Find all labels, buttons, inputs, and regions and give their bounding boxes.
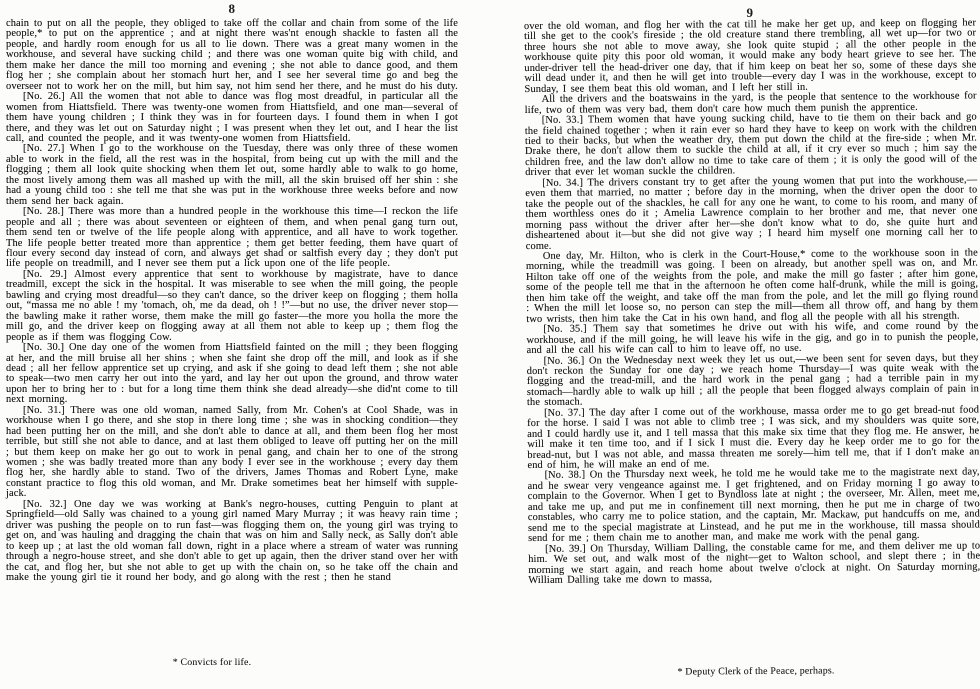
paragraph: chain to put on all the people, they obliged to take off the collar and chain from some of the life people,* to put on the apprentice ; and at night there was'nt enough shackle to fasten all the people, and hardly room enough for us all to lie down. There was a great many women in the workhouse, and several have sucking child ; and there was one woman quite big with child, and them make her dance the mill too morning and evening ; she not able to dance good, and them flog her ; she complain about her stomach hurt her, and I see her several time go and beg the overseer not to work her on the mill, but him say, not him send her there, and he must do his duty. xyxy=(6,18,458,92)
paragraph: [No. 36.] On the Wednesday next week they let us out,—we been sent for seven days, but they don't reckon the Sunday for one day ; we reach home Thursday—I was quite weak with the flogging and the tread-mill, and the hard work in the penal gang ; had a terrible pain in my stomach—hardly able to walk up hill ; all the people that been flogged always complain of pain in the stomach. xyxy=(526,351,979,409)
paragraph: over the old woman, and flog her with the cat till he make her get up, and keep on flogging her till she get to the cook's fireside ; the old creature stand there trembling, all wet up—for two or three hours she not able to move away, she look quite stupid ; all the other people in the workhouse quite pity this poor old woman, it would make any body heart grieve to see her. The under-driver tell the head-driver one day, that if him keep on beat her so, some of these days she will dead under it, and then he will get into trouble—every day I was in the workhouse, except to Sunday, I see them beat this old woman, and I left her still in. xyxy=(523,17,977,95)
page-left-text-column xyxy=(6,19,458,583)
page-right-text-column xyxy=(524,18,980,586)
paragraph: [No. 39.] On Thursday, William Dalling, the constable came for me, and them deliver me up to him. We set out, and walk most of the night—get to Walton school, and slept there ; in the morning we start again, and reach home about twelve o'clock at night. On Saturday morning, William Dalling take me down to massa, xyxy=(528,540,980,586)
page-number-right: 9 xyxy=(746,5,754,20)
paragraph: All the drivers and the boatswains in the yard, is the people that sentence to the workhouse for life, two of them was very bad, them don't care how much them punish the apprentice. xyxy=(524,90,977,116)
paragraph: [No. 30.] One day one of the women from Hiattsfield fainted on the mill ; they been flogging at her, and the mill bruise all her shins ; when she faint she drop off the mill, and look as if she dead ; all her fellow apprentice set up crying, and ask if she going to dead left them ; she not able to speak—two men carry her out into the yard, and lay her out upon the ground, and throw water upon her to bring her to : but for a long time them think she dead already—she did'nt come to till next morning. xyxy=(6,342,458,406)
footnote-left: * Convicts for life. xyxy=(172,657,252,668)
paragraph: [No. 37.] The day after I come out of the workhouse, massa order me to go get bread-nut food for the horse. I said I was not able to climb tree ; I was sick, and my shoulders was quite sore, and I could hardly use it, and I tell massa that this make six time that they flog me. He answer, he will make it ten time too, and if I sick I must die. Every day he keep order me to go for the bread-nut, but I was not able, and massa threaten me sorely—him tell me, that if I don't make an end of him, he will make an end of me. xyxy=(527,404,980,472)
paragraph: One day, Mr. Hilton, who is clerk in the Court-House,* come to the workhouse soon in the morning, while the treadmill was going. I been on already, but another spell was on, and Mr. Hilton take off one of the weights from the pole, and make the mill go faster ; after him gone, some of the people tell me that in the afternoon he often come half-drunk, while the mill is going, then him take off the weight, and take off the man from the pole, and let the mill go flying round : When the mill let loose so, no person can step the mill—them all throw off, and hang by them two wrists, then him take the Cat in his own hand, and flog all the people with all his strength. xyxy=(525,247,979,325)
page-number-left: 8 xyxy=(228,1,236,16)
paragraph: [No. 38.] On the Thursday next week, he told me he would take me to the magistrate next day, and he swear very vengeance against me. I get frightened, and on Friday morning I go away to complain to the Governor. When I get to Byndloss late at night ; the overseer, Mr. Allen, meet me, and take me up, and put me in confinement till next morning, then he put me in charge of two constables, who carry me to police station, and the captain, Mr. Mackaw, put handcuffs on me, and send me to the special magistrate at Linstead, and he put me in the workhouse, till massa should send for me ; them chain me to another man, and make me work with the penal gang. xyxy=(527,466,980,545)
footnote-right: * Deputy Clerk of the Peace, perhaps. xyxy=(677,665,835,678)
paragraph: [No. 31.] There was one old woman, named Sally, from Mr. Cohen's at Cool Shade, was in workhouse when I go there, and she stop in there long time ; she was in shocking condition—they had been putting her on the mill, and she don't able to dance at all, and them been flog her most terrible, but still she not able to dance, and at last them obliged to leave off putting her on the mill ; but them keep on make her go out to work in penal gang, and chain her to one of the strong women ; she was badly treated more than any body I ever see in the workhouse ; every day them flog her, she hardly able to stand. Two of the drivers, James Thomas and Robert Lyne, make constant practice to flog this old woman, and Mr. Drake sometimes beat her himself with supple-jack. xyxy=(6,404,458,500)
paragraph: [No. 32.] One day we was working at Bank's negro-houses, cutting Penguin to plant at Springfield—old Sally was chained to a young girl named Mary Murray ; it was heavy rain time ; driver was pushing the people on to run fast—was flogging them on, the young girl was trying to get on, and was hauling and dragging the chain that was on him and Sally neck, as Sally don't able to keep up ; at last the old woman fall down, right in a place where a stream of water was running through a negro-house street, and she don't able to get up again, then the driver stand over her with the cat, and flog her, but she not able to get up with the chain on, so he take off the chain and make the young girl tie it round her body, and go along with the rest ; then he stand xyxy=(6,498,458,584)
paragraph: [No. 33.] Them women that have young sucking child, have to tie them on their back and go the field chained together ; when it rain ever so hard they have to keep on work with the children tied to their backs, but when the weather dry, them put down the child at the fire-side ; when Mr. Drake there, he don't allow them to suckle the child at all, if it cry ever so much ; him say the children free, and the law don't allow no time to take care of them ; it is only the good will of the driver that ever let woman suckle the children. xyxy=(524,111,978,179)
paragraph: [No. 29.] Almost every apprentice that sent to workhouse by magistrate, have to dance treadmill, except the sick in the hospital. It was miserable to see when the mill going, the people bawling and crying most dreadful—so they can't dance, so the driver keep on flogging ; them holla out, “massa me no able ! my 'tomach, oh, me da dead, oh ! !”—but no use, the driver never stop—the bawling make it rather worse, them make the mill go faster—the more you holla the more the mill go, and the driver keep on flogging away at all them not able to keep up ; them flog the people as if them was flogging Cow. xyxy=(6,268,458,343)
paragraph: [No. 34.] The drivers constant try to get after the young women that put into the workhouse,—even them that married, no matter ; before day in the morning, when the driver open the door to take the people out of the shackles, he call for any one he want, to come to his room, and many of them worthless ones do it ; Amelia Lawrence complain to her brother and me, that never one morning pass without the driver after her—she don't know what to do, she quite hurt and disheartened about it—but she did not give way ; I heard him myself one morning call her to come. xyxy=(525,174,978,252)
paragraph: [No. 35.] Them say that sometimes he drive out with his wife, and come round by the workhouse, and if the mill going, he will leave his wife in the gig, and go in to punish the people, and all the call his wife can call to him to leave off, no use. xyxy=(526,320,979,357)
paragraph: [No. 27.] When I go to the workhouse on the Tuesday, there was only three of these women able to work in the field, all the rest was in the hospital, from being cut up with the mill and the flogging ; them all look quite shocking when them let out, some hardly able to walk to go home, the most lively among them was all mashed up with the mill, all the skin bruised off her shin : she had a young child too : she tell me that she was put in the workhouse three weeks before and now them send her back again. xyxy=(6,143,458,207)
paragraph: [No. 26.] All the women that not able to dance was flog most dreadful, in particular all the women from Hiattsfield. There was twenty-one women from Hiattsfield, and one man—several of them have young children ; I think they was in for fourteen days. I found them in when I got there, and they was let out on Saturday night ; I was present when they let out, and I hear the list call, and counted the people, and it was twenty-one women from Hiattsfield. xyxy=(6,91,458,144)
paragraph: [No. 28.] There was more than a hundred people in the workhouse this time—I reckon the life people and all ; there was about seventeen or eighteen of them, and when penal gang turn out, them send ten or twelve of the life people along with apprentice, and all have to work together. The life people better treated more than apprentice ; them get better feeding, them have quart of flour every second day instead of corn, and always get shad or saltfish every day ; they don't put life people on treadmill, and I never see them put a lick upon one of the life people. xyxy=(6,206,458,270)
